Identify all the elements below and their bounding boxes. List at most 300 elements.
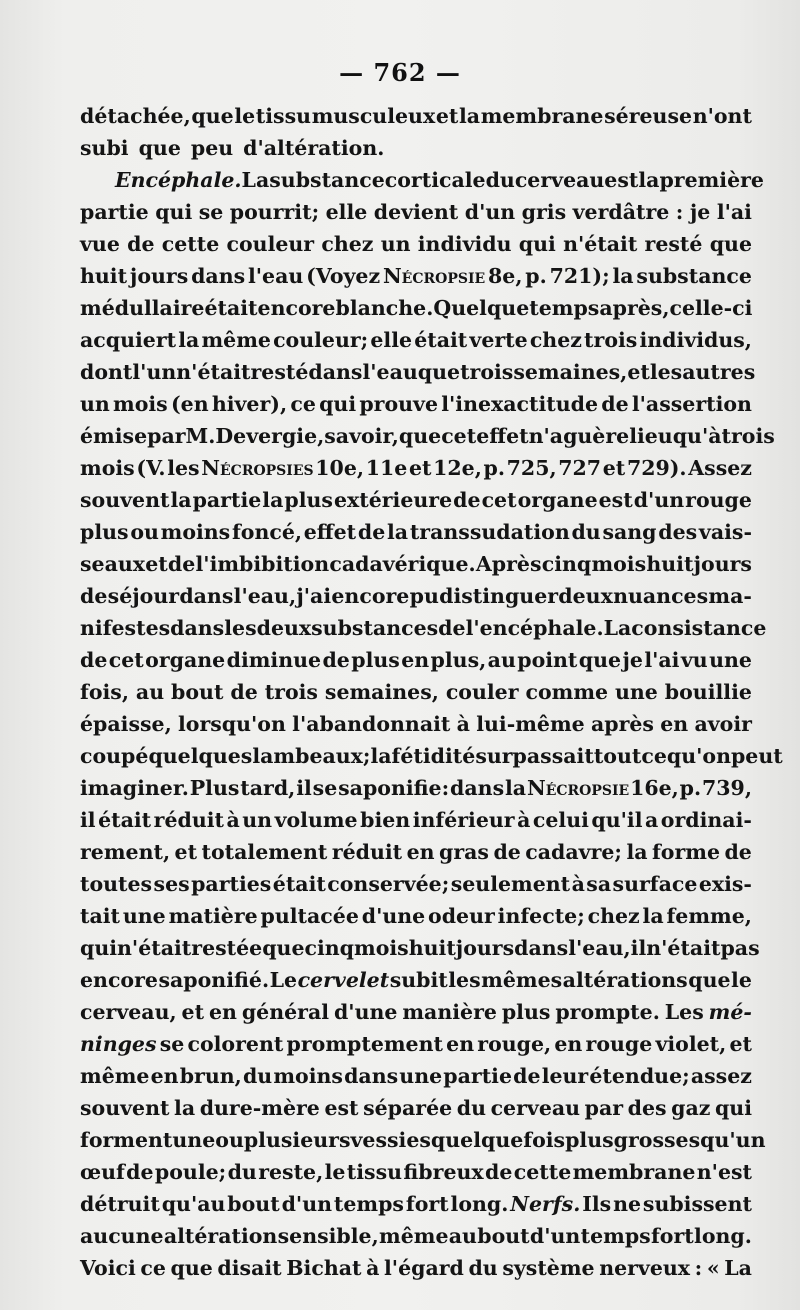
text-line: [80, 324, 752, 356]
word: que: [417, 360, 461, 384]
word: long.: [450, 1192, 509, 1216]
word: ou: [215, 1128, 244, 1152]
word: forment: [80, 1128, 173, 1152]
word: la: [626, 840, 648, 864]
text-line: [80, 612, 767, 644]
word: consistance: [631, 616, 767, 640]
word: qui: [714, 1096, 752, 1120]
word: n'est: [696, 1160, 752, 1184]
word: femme,: [666, 904, 752, 928]
word: fort: [650, 1224, 694, 1248]
word: p.: [483, 456, 505, 480]
word: la: [612, 264, 634, 288]
word: d'une: [333, 1000, 398, 1024]
page-number: — 762 —: [339, 58, 461, 87]
text-line: [80, 740, 783, 772]
word: a: [644, 808, 659, 832]
word: infecte;: [497, 904, 585, 928]
word: du: [485, 168, 515, 192]
word: aucune: [80, 1224, 164, 1248]
text-line: [80, 1124, 766, 1156]
word: nerveux: [599, 1256, 691, 1280]
word: substances: [311, 616, 439, 640]
word: réduit: [331, 840, 403, 864]
word: ses: [153, 872, 190, 896]
word: 721);: [549, 264, 610, 288]
word: œuf: [80, 1160, 125, 1184]
word: qui: [155, 200, 193, 224]
word: souvent: [80, 488, 170, 512]
word: saponifie:: [338, 776, 450, 800]
word: pultacée: [260, 904, 359, 928]
word: les: [649, 360, 683, 384]
word: qu'un: [700, 1128, 766, 1152]
word: 725,: [506, 456, 557, 480]
word: Nécropsies: [201, 456, 314, 480]
word: verte: [469, 328, 528, 352]
text-line: [80, 516, 752, 548]
word: à: [517, 808, 531, 832]
word: et: [181, 1000, 205, 1024]
word: cet: [481, 488, 517, 512]
word: l'eau,: [568, 936, 631, 960]
word: émise: [80, 424, 148, 448]
word: musculeux: [311, 104, 436, 128]
word: rouge,: [477, 1032, 552, 1056]
word: se: [198, 200, 224, 224]
word: fétidité: [391, 744, 476, 768]
word: par: [147, 424, 186, 448]
word: celle-ci: [669, 296, 753, 320]
word: sang: [602, 520, 657, 544]
word: cinq: [304, 936, 355, 960]
word: du: [468, 1256, 498, 1280]
word: était: [98, 808, 152, 832]
word: mois: [80, 456, 135, 480]
word: nifestes: [80, 616, 171, 640]
word: n'était: [117, 936, 192, 960]
word: était: [204, 296, 258, 320]
word: système: [502, 1256, 595, 1280]
word: une: [399, 1064, 443, 1088]
word: subit: [389, 968, 448, 992]
word: M.: [185, 424, 216, 448]
word: se: [312, 776, 338, 800]
word: les: [224, 616, 257, 640]
word: de: [438, 616, 466, 640]
word: Devergie,: [215, 424, 325, 448]
word: après: [590, 712, 654, 736]
word: d'une: [361, 904, 426, 928]
word: dans: [191, 264, 246, 288]
word: la: [638, 168, 660, 192]
word: encore: [257, 296, 336, 320]
word: bout: [477, 1224, 530, 1248]
word: à: [226, 808, 240, 832]
word: des: [627, 1096, 667, 1120]
word: pas: [720, 936, 760, 960]
word: effet: [476, 424, 529, 448]
word: acquiert: [80, 328, 177, 352]
word: ce: [290, 392, 316, 416]
word: seulement: [450, 872, 571, 896]
word: du: [456, 1096, 486, 1120]
word: l'inexactitude: [441, 392, 599, 416]
word: l'assertion: [631, 392, 752, 416]
word: que: [398, 424, 442, 448]
word: tissu: [346, 1160, 403, 1184]
word: La: [241, 168, 270, 192]
word: et: [602, 456, 626, 480]
word: fort: [405, 1192, 449, 1216]
word: plus,: [430, 648, 487, 672]
word: exis-: [698, 872, 752, 896]
word: la: [178, 328, 200, 352]
word: le: [731, 968, 752, 992]
word: en: [660, 712, 689, 736]
word: même: [201, 328, 271, 352]
text-line: [80, 868, 752, 900]
word: brun,: [179, 1064, 242, 1088]
word: séparée: [363, 1096, 453, 1120]
word: au: [448, 1224, 477, 1248]
word: partie: [443, 1064, 513, 1088]
word: assez: [690, 1064, 752, 1088]
word: verdâtre: [572, 200, 670, 224]
word: en: [446, 1032, 475, 1056]
word: la: [262, 488, 284, 512]
word: cerveau: [490, 1096, 581, 1120]
word: une: [172, 1128, 216, 1152]
word: cinq: [541, 552, 592, 576]
word: l'égard: [384, 1256, 464, 1280]
text-line: [80, 388, 752, 420]
word: la: [642, 904, 664, 928]
word: dans: [514, 936, 569, 960]
word: séreuse: [604, 104, 693, 128]
word: cet: [441, 424, 477, 448]
word: tout: [593, 744, 642, 768]
word: à: [456, 712, 470, 736]
word: disait: [217, 1256, 282, 1280]
text-line: [80, 1156, 752, 1188]
word: rouge: [585, 1032, 653, 1056]
word: altération: [163, 1224, 278, 1248]
word: surface: [612, 872, 698, 896]
word: le: [324, 1160, 346, 1184]
word: guère: [563, 424, 630, 448]
word: à: [571, 872, 585, 896]
word: il: [296, 776, 312, 800]
word: saponifié.: [158, 968, 270, 992]
word: la: [458, 104, 481, 128]
word: bien: [360, 808, 411, 832]
word: 8e,: [488, 264, 523, 288]
word: point: [517, 648, 578, 672]
word: «: [706, 1256, 720, 1280]
word: une: [122, 904, 166, 928]
text-line: [80, 708, 752, 740]
text-line: [80, 260, 752, 292]
word: dans: [308, 360, 363, 384]
word: deux: [256, 616, 312, 640]
word: d'un: [281, 1192, 332, 1216]
word: seaux: [80, 552, 145, 576]
text-line: [80, 1252, 752, 1284]
word: (Voyez: [306, 264, 381, 288]
word: extérieure: [333, 488, 453, 512]
word: et: [435, 104, 459, 128]
word: mois: [591, 552, 647, 576]
word: Ils: [582, 1192, 612, 1216]
word: gris: [521, 200, 567, 224]
word: blanche.: [335, 296, 434, 320]
word: la: [170, 488, 192, 512]
word: 10e,: [315, 456, 365, 480]
word: du: [571, 520, 601, 544]
word: prompte.: [555, 1000, 660, 1024]
word: rouge: [685, 488, 752, 512]
word: ne: [613, 1192, 642, 1216]
word: gras: [439, 840, 489, 864]
word: savoir,: [324, 424, 399, 448]
word: distinguer: [439, 584, 559, 608]
word: moins: [160, 520, 231, 544]
word: huit: [646, 552, 694, 576]
word: 11e: [365, 456, 408, 480]
word: plus: [284, 488, 333, 512]
text-line: [80, 452, 752, 484]
word: matière: [168, 904, 258, 928]
word: p.: [679, 776, 702, 800]
word: de: [724, 840, 752, 864]
word: individus,: [639, 328, 752, 352]
word: temps: [333, 1192, 404, 1216]
word: subi: [80, 136, 129, 160]
word: violet,: [655, 1032, 727, 1056]
text-line: [80, 836, 752, 868]
word: de: [357, 520, 386, 544]
word: l'ai: [644, 648, 680, 672]
text-line: [80, 932, 760, 964]
word: que: [191, 104, 234, 128]
word: totalement: [201, 840, 328, 864]
word: deux: [558, 584, 613, 608]
word: partie: [192, 488, 262, 512]
word: la: [387, 520, 409, 544]
word: vessies: [350, 1128, 431, 1152]
word: qui: [80, 936, 118, 960]
word: Plus: [189, 776, 240, 800]
word: en: [150, 1064, 179, 1088]
word: se: [159, 1032, 185, 1056]
word: j'ai: [296, 584, 332, 608]
text-line: [80, 580, 752, 612]
word: quelquefois: [430, 1128, 566, 1152]
word: Voici: [80, 1256, 136, 1280]
word: de: [484, 1160, 513, 1184]
word: encore: [331, 584, 410, 608]
word: d'un: [464, 200, 516, 224]
word: temps: [529, 296, 600, 320]
word: promptement: [286, 1032, 443, 1056]
word: odeur: [428, 904, 495, 928]
word: une: [615, 680, 658, 704]
word: membrane: [480, 104, 604, 128]
word: Encéphale.: [115, 168, 242, 192]
word: sa: [586, 872, 612, 896]
text-line: [80, 1092, 752, 1124]
word: quelques: [148, 744, 253, 768]
word: qu'au: [161, 1192, 226, 1216]
text-line: [80, 164, 764, 196]
word: que: [709, 232, 752, 256]
text-line: [80, 964, 752, 996]
word: que: [262, 936, 305, 960]
word: après,: [599, 296, 670, 320]
word: Bichat: [286, 1256, 362, 1280]
word: de: [453, 488, 481, 512]
word: de: [167, 552, 196, 576]
word: avoir: [694, 712, 752, 736]
word: nuances: [613, 584, 709, 608]
word: toutes: [80, 872, 153, 896]
word: vu: [680, 648, 708, 672]
word: substance: [636, 264, 752, 288]
text-line: [80, 900, 752, 932]
word: tard,: [240, 776, 296, 800]
word: ordinai-: [660, 808, 752, 832]
word: :: [694, 1256, 703, 1280]
word: ninges: [80, 1032, 157, 1056]
word: manière: [402, 1000, 497, 1024]
word: trois: [721, 424, 775, 448]
word: resté: [644, 232, 703, 256]
word: tait: [80, 904, 121, 928]
word: semaines,: [324, 680, 439, 704]
word: cette: [161, 232, 220, 256]
word: organe: [145, 648, 226, 672]
word: 727: [558, 456, 602, 480]
word: était: [272, 872, 326, 896]
word: en: [208, 1000, 237, 1024]
word: poule;: [154, 1160, 227, 1184]
word: l'eau,: [233, 584, 297, 608]
word: des: [658, 520, 698, 544]
text-line: [80, 356, 756, 388]
word: hiver),: [211, 392, 288, 416]
word: que: [138, 136, 181, 160]
word: par: [584, 1096, 624, 1120]
word: grosses: [613, 1128, 701, 1152]
word: détruit: [80, 1192, 160, 1216]
word: une: [709, 648, 752, 672]
word: plus: [351, 648, 400, 672]
word: bout: [171, 680, 224, 704]
word: Le: [269, 968, 298, 992]
word: n'était: [563, 232, 638, 256]
word: de: [322, 648, 350, 672]
word: organe: [517, 488, 598, 512]
word: trois: [584, 328, 638, 352]
word: l'imbibition: [195, 552, 330, 576]
word: restée: [191, 936, 263, 960]
word: cet: [108, 648, 144, 672]
text-line: [80, 228, 752, 260]
word: resté: [250, 360, 309, 384]
word: devient: [373, 200, 459, 224]
word: n'ont: [692, 104, 752, 128]
word: cette: [513, 1160, 572, 1184]
word: plusieurs: [243, 1128, 351, 1152]
word: dans: [170, 616, 225, 640]
word: 739,: [702, 776, 752, 800]
word: parties: [191, 872, 272, 896]
word: bouillie: [664, 680, 752, 704]
word: est: [604, 168, 639, 192]
text-line: [80, 1188, 752, 1220]
word: souvent: [80, 1096, 170, 1120]
word: que: [578, 648, 622, 672]
word: bout: [227, 1192, 280, 1216]
word: en: [406, 840, 435, 864]
word: dont: [80, 360, 133, 384]
word: partie: [80, 200, 149, 224]
word: celui: [532, 808, 589, 832]
word: mêmes: [481, 968, 563, 992]
word: couleur: [226, 232, 315, 256]
word: mé-: [708, 1000, 752, 1024]
word: jours: [129, 264, 189, 288]
text-line: [80, 132, 752, 164]
word: inférieur: [412, 808, 515, 832]
word: prouve: [359, 392, 439, 416]
text-line: [80, 484, 752, 516]
word: effet: [303, 520, 357, 544]
word: transsudation: [409, 520, 570, 544]
word: membrane: [572, 1160, 696, 1184]
word: :: [675, 200, 684, 224]
word: la: [174, 1096, 196, 1120]
word: l'un: [132, 360, 177, 384]
word: qu'on: [666, 744, 731, 768]
word: de: [80, 584, 108, 608]
text-line: [80, 292, 752, 324]
word: est: [324, 1096, 359, 1120]
word: sensible,: [277, 1224, 379, 1248]
word: vue: [80, 232, 120, 256]
word: coupé: [80, 744, 149, 768]
word: l'eau: [362, 360, 418, 384]
word: trois: [264, 680, 318, 704]
word: de: [126, 1160, 154, 1184]
word: d'un: [633, 488, 685, 512]
word: Nerfs.: [510, 1192, 581, 1216]
word: au: [135, 680, 165, 704]
word: l'eau: [247, 264, 304, 288]
word: même: [80, 1064, 150, 1088]
word: n'était: [646, 936, 721, 960]
word: première: [659, 168, 764, 192]
word: gaz: [671, 1096, 711, 1120]
text-line: [80, 196, 752, 228]
word: peut: [730, 744, 783, 768]
word: ce: [641, 744, 667, 768]
word: mois: [113, 392, 168, 416]
word: d'altération.: [243, 136, 385, 160]
word: 16e,: [630, 776, 679, 800]
word: cadavre;: [525, 840, 622, 864]
